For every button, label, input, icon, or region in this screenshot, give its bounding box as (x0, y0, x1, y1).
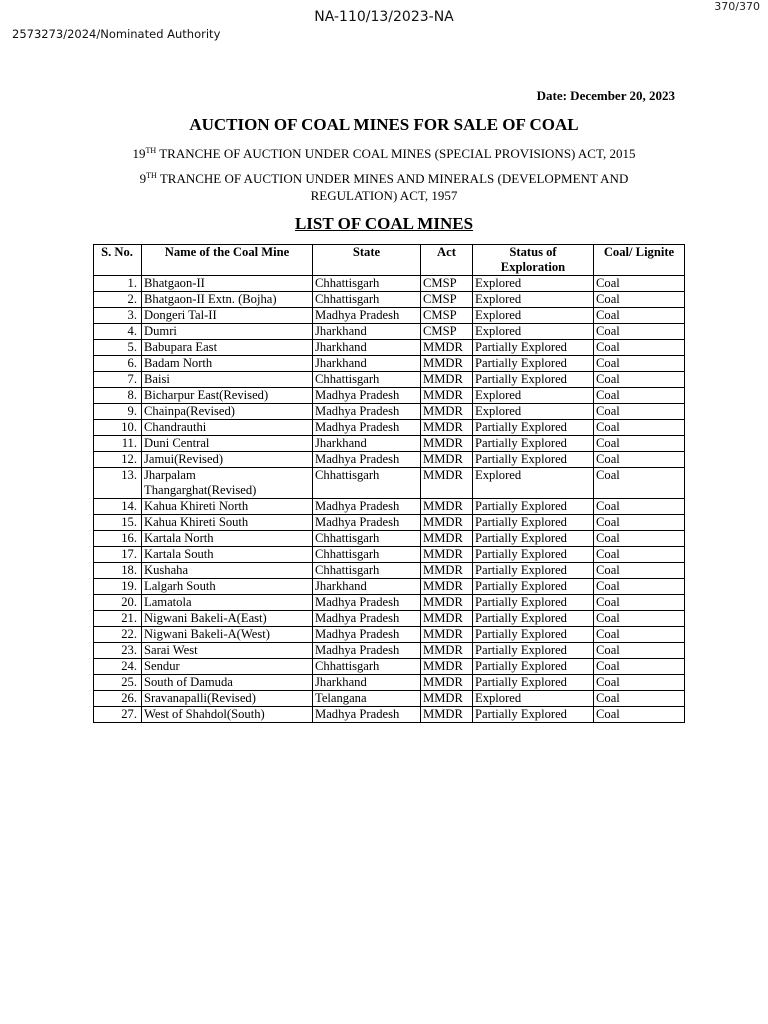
cell-coal-lignite: Coal (594, 404, 685, 420)
cell-status: Partially Explored (473, 340, 594, 356)
cell-sno: 22. (94, 627, 142, 643)
cell-sno: 24. (94, 659, 142, 675)
table-row (94, 356, 685, 372)
cell-mine-name: Dongeri Tal-II (142, 308, 313, 324)
cell-sno: 21. (94, 611, 142, 627)
cell-status: Explored (473, 324, 594, 340)
table-row (94, 707, 685, 723)
cell-act: MMDR (421, 499, 473, 515)
cell-coal-lignite: Coal (594, 420, 685, 436)
cell-act: MMDR (421, 595, 473, 611)
cell-sno: 18. (94, 563, 142, 579)
cell-sno: 10. (94, 420, 142, 436)
cell-sno: 27. (94, 707, 142, 723)
cell-mine-name: South of Damuda (142, 675, 313, 691)
cell-act: CMSP (421, 276, 473, 292)
table-row (94, 499, 685, 515)
cell-coal-lignite: Coal (594, 563, 685, 579)
cell-coal-lignite: Coal (594, 276, 685, 292)
cell-coal-lignite: Coal (594, 579, 685, 595)
cell-mine-name: West of Shahdol(South) (142, 707, 313, 723)
cell-status: Explored (473, 308, 594, 324)
cell-sno: 1. (94, 276, 142, 292)
cell-status: Partially Explored (473, 579, 594, 595)
cell-coal-lignite: Coal (594, 452, 685, 468)
cell-state: Telangana (313, 691, 421, 707)
table-row (94, 404, 685, 420)
table-row (94, 420, 685, 436)
cell-act: MMDR (421, 452, 473, 468)
cell-sno: 23. (94, 643, 142, 659)
cell-act: MMDR (421, 659, 473, 675)
cell-status: Explored (473, 292, 594, 308)
cell-coal-lignite: Coal (594, 388, 685, 404)
cell-coal-lignite: Coal (594, 324, 685, 340)
table-row (94, 468, 685, 499)
cell-coal-lignite: Coal (594, 547, 685, 563)
table-row (94, 340, 685, 356)
cell-sno: 14. (94, 499, 142, 515)
cell-act: MMDR (421, 515, 473, 531)
cell-state: Chhattisgarh (313, 468, 421, 499)
cell-status: Partially Explored (473, 531, 594, 547)
cell-state: Jharkhand (313, 436, 421, 452)
cell-sno: 4. (94, 324, 142, 340)
page-counter-stamp: 370/370 (714, 0, 760, 13)
table-row (94, 659, 685, 675)
cell-coal-lignite: Coal (594, 707, 685, 723)
cell-status: Explored (473, 388, 594, 404)
cell-sno: 5. (94, 340, 142, 356)
cell-status: Partially Explored (473, 563, 594, 579)
cell-state: Madhya Pradesh (313, 515, 421, 531)
cell-mine-name: Dumri (142, 324, 313, 340)
cell-state: Chhattisgarh (313, 276, 421, 292)
cell-mine-name: Nigwani Bakeli-A(West) (142, 627, 313, 643)
cell-state: Madhya Pradesh (313, 611, 421, 627)
cell-mine-name: Bhatgaon-II (142, 276, 313, 292)
cell-state: Chhattisgarh (313, 659, 421, 675)
cell-act: MMDR (421, 707, 473, 723)
table-row (94, 531, 685, 547)
cell-status: Partially Explored (473, 372, 594, 388)
cell-act: CMSP (421, 292, 473, 308)
cell-status: Partially Explored (473, 643, 594, 659)
cell-sno: 17. (94, 547, 142, 563)
cell-act: MMDR (421, 563, 473, 579)
cell-status: Partially Explored (473, 707, 594, 723)
table-body (94, 276, 685, 723)
cell-status: Partially Explored (473, 611, 594, 627)
cell-state: Madhya Pradesh (313, 595, 421, 611)
cell-state: Chhattisgarh (313, 547, 421, 563)
cell-coal-lignite: Coal (594, 372, 685, 388)
table-row (94, 595, 685, 611)
cell-coal-lignite: Coal (594, 308, 685, 324)
cell-coal-lignite: Coal (594, 643, 685, 659)
cell-sno: 9. (94, 404, 142, 420)
coal-mines-table (93, 244, 685, 723)
cell-act: MMDR (421, 404, 473, 420)
cell-sno: 26. (94, 691, 142, 707)
cell-mine-name: Kartala South (142, 547, 313, 563)
list-title: LIST OF COAL MINES (294, 214, 474, 233)
table-row (94, 292, 685, 308)
cell-mine-name: Chainpa(Revised) (142, 404, 313, 420)
table-row (94, 515, 685, 531)
table-row (94, 372, 685, 388)
cell-status: Partially Explored (473, 627, 594, 643)
cell-state: Madhya Pradesh (313, 627, 421, 643)
cell-state: Jharkhand (313, 579, 421, 595)
cell-sno: 8. (94, 388, 142, 404)
cell-act: MMDR (421, 691, 473, 707)
cell-coal-lignite: Coal (594, 659, 685, 675)
table-row (94, 388, 685, 404)
cell-mine-name: Baisi (142, 372, 313, 388)
cell-coal-lignite: Coal (594, 675, 685, 691)
tranche-line-mmdr: 9TH TRANCHE OF AUCTION UNDER MINES AND MINERALS (DEVELOPMENT AND REGULATION) ACT, 1957 (139, 171, 629, 203)
cell-state: Madhya Pradesh (313, 388, 421, 404)
file-number-stamp: NA-110/13/2023-NA (314, 9, 454, 25)
cell-act: MMDR (421, 579, 473, 595)
table-row (94, 563, 685, 579)
cell-mine-name: Jamui(Revised) (142, 452, 313, 468)
table-row (94, 691, 685, 707)
cell-mine-name: Kushaha (142, 563, 313, 579)
cell-coal-lignite: Coal (594, 468, 685, 499)
cell-act: MMDR (421, 547, 473, 563)
cell-coal-lignite: Coal (594, 531, 685, 547)
cell-mine-name: Kahua Khireti South (142, 515, 313, 531)
cell-status: Partially Explored (473, 515, 594, 531)
cell-state: Madhya Pradesh (313, 499, 421, 515)
column-header-act: Act (421, 245, 473, 276)
cell-sno: 2. (94, 292, 142, 308)
table-row (94, 308, 685, 324)
column-header-status: Status of Exploration (473, 245, 594, 276)
column-header-sno: S. No. (94, 245, 142, 276)
cell-act: MMDR (421, 611, 473, 627)
cell-status: Partially Explored (473, 356, 594, 372)
cell-coal-lignite: Coal (594, 595, 685, 611)
cell-act: CMSP (421, 308, 473, 324)
cell-mine-name: Kahua Khireti North (142, 499, 313, 515)
cell-status: Partially Explored (473, 595, 594, 611)
cell-mine-name: Sarai West (142, 643, 313, 659)
cell-state: Chhattisgarh (313, 563, 421, 579)
cell-status: Partially Explored (473, 547, 594, 563)
document-date: Date: December 20, 2023 (536, 88, 675, 103)
cell-status: Partially Explored (473, 420, 594, 436)
cell-sno: 13. (94, 468, 142, 499)
cell-state: Chhattisgarh (313, 292, 421, 308)
table-row (94, 627, 685, 643)
cell-mine-name: Chandrauthi (142, 420, 313, 436)
cell-state: Jharkhand (313, 340, 421, 356)
cell-coal-lignite: Coal (594, 292, 685, 308)
cell-state: Madhya Pradesh (313, 707, 421, 723)
table-row (94, 611, 685, 627)
column-header-coal-lignite: Coal/ Lignite (594, 245, 685, 276)
cell-state: Chhattisgarh (313, 372, 421, 388)
cell-state: Madhya Pradesh (313, 452, 421, 468)
cell-state: Chhattisgarh (313, 531, 421, 547)
cell-coal-lignite: Coal (594, 340, 685, 356)
cell-act: MMDR (421, 675, 473, 691)
cell-status: Partially Explored (473, 436, 594, 452)
table-header-row (94, 245, 685, 276)
cell-status: Explored (473, 468, 594, 499)
tranche-line-cmsp: 19TH TRANCHE OF AUCTION UNDER COAL MINES (SPECIAL PROVISIONS) ACT, 2015 (132, 146, 636, 161)
cell-mine-name: Babupara East (142, 340, 313, 356)
table-row (94, 643, 685, 659)
column-header-state: State (313, 245, 421, 276)
cell-mine-name: Lamatola (142, 595, 313, 611)
cell-act: MMDR (421, 468, 473, 499)
table-row (94, 547, 685, 563)
cell-sno: 19. (94, 579, 142, 595)
cell-coal-lignite: Coal (594, 611, 685, 627)
cell-mine-name: Duni Central (142, 436, 313, 452)
cell-status: Partially Explored (473, 499, 594, 515)
cell-state: Madhya Pradesh (313, 404, 421, 420)
cell-status: Partially Explored (473, 659, 594, 675)
cell-mine-name: Lalgarh South (142, 579, 313, 595)
reference-stamp: 2573273/2024/Nominated Authority (12, 27, 221, 41)
column-header-mine-name: Name of the Coal Mine (142, 245, 313, 276)
cell-state: Madhya Pradesh (313, 420, 421, 436)
table-row (94, 276, 685, 292)
cell-mine-name: Nigwani Bakeli-A(East) (142, 611, 313, 627)
cell-sno: 11. (94, 436, 142, 452)
cell-act: MMDR (421, 531, 473, 547)
cell-act: MMDR (421, 356, 473, 372)
table-row (94, 452, 685, 468)
cell-mine-name: Kartala North (142, 531, 313, 547)
cell-act: MMDR (421, 388, 473, 404)
cell-sno: 25. (94, 675, 142, 691)
cell-coal-lignite: Coal (594, 499, 685, 515)
cell-sno: 15. (94, 515, 142, 531)
cell-mine-name: Sendur (142, 659, 313, 675)
cell-state: Jharkhand (313, 356, 421, 372)
cell-act: MMDR (421, 420, 473, 436)
cell-mine-name: Jharpalam Thangarghat(Revised) (142, 468, 313, 499)
table-row (94, 579, 685, 595)
cell-state: Jharkhand (313, 675, 421, 691)
cell-act: MMDR (421, 643, 473, 659)
cell-coal-lignite: Coal (594, 627, 685, 643)
table-row (94, 436, 685, 452)
cell-sno: 20. (94, 595, 142, 611)
cell-mine-name: Sravanapalli(Revised) (142, 691, 313, 707)
cell-state: Jharkhand (313, 324, 421, 340)
cell-status: Partially Explored (473, 452, 594, 468)
cell-status: Explored (473, 691, 594, 707)
cell-act: CMSP (421, 324, 473, 340)
cell-sno: 3. (94, 308, 142, 324)
cell-state: Madhya Pradesh (313, 643, 421, 659)
cell-status: Explored (473, 404, 594, 420)
cell-coal-lignite: Coal (594, 691, 685, 707)
cell-act: MMDR (421, 372, 473, 388)
table-row (94, 675, 685, 691)
cell-sno: 12. (94, 452, 142, 468)
cell-mine-name: Bicharpur East(Revised) (142, 388, 313, 404)
document-title: AUCTION OF COAL MINES FOR SALE OF COAL (189, 115, 579, 134)
cell-act: MMDR (421, 627, 473, 643)
cell-mine-name: Badam North (142, 356, 313, 372)
cell-coal-lignite: Coal (594, 515, 685, 531)
table-row (94, 324, 685, 340)
cell-status: Explored (473, 276, 594, 292)
cell-sno: 6. (94, 356, 142, 372)
cell-sno: 7. (94, 372, 142, 388)
cell-act: MMDR (421, 340, 473, 356)
cell-coal-lignite: Coal (594, 436, 685, 452)
cell-state: Madhya Pradesh (313, 308, 421, 324)
cell-mine-name: Bhatgaon-II Extn. (Bojha) (142, 292, 313, 308)
cell-status: Partially Explored (473, 675, 594, 691)
cell-coal-lignite: Coal (594, 356, 685, 372)
cell-sno: 16. (94, 531, 142, 547)
cell-act: MMDR (421, 436, 473, 452)
